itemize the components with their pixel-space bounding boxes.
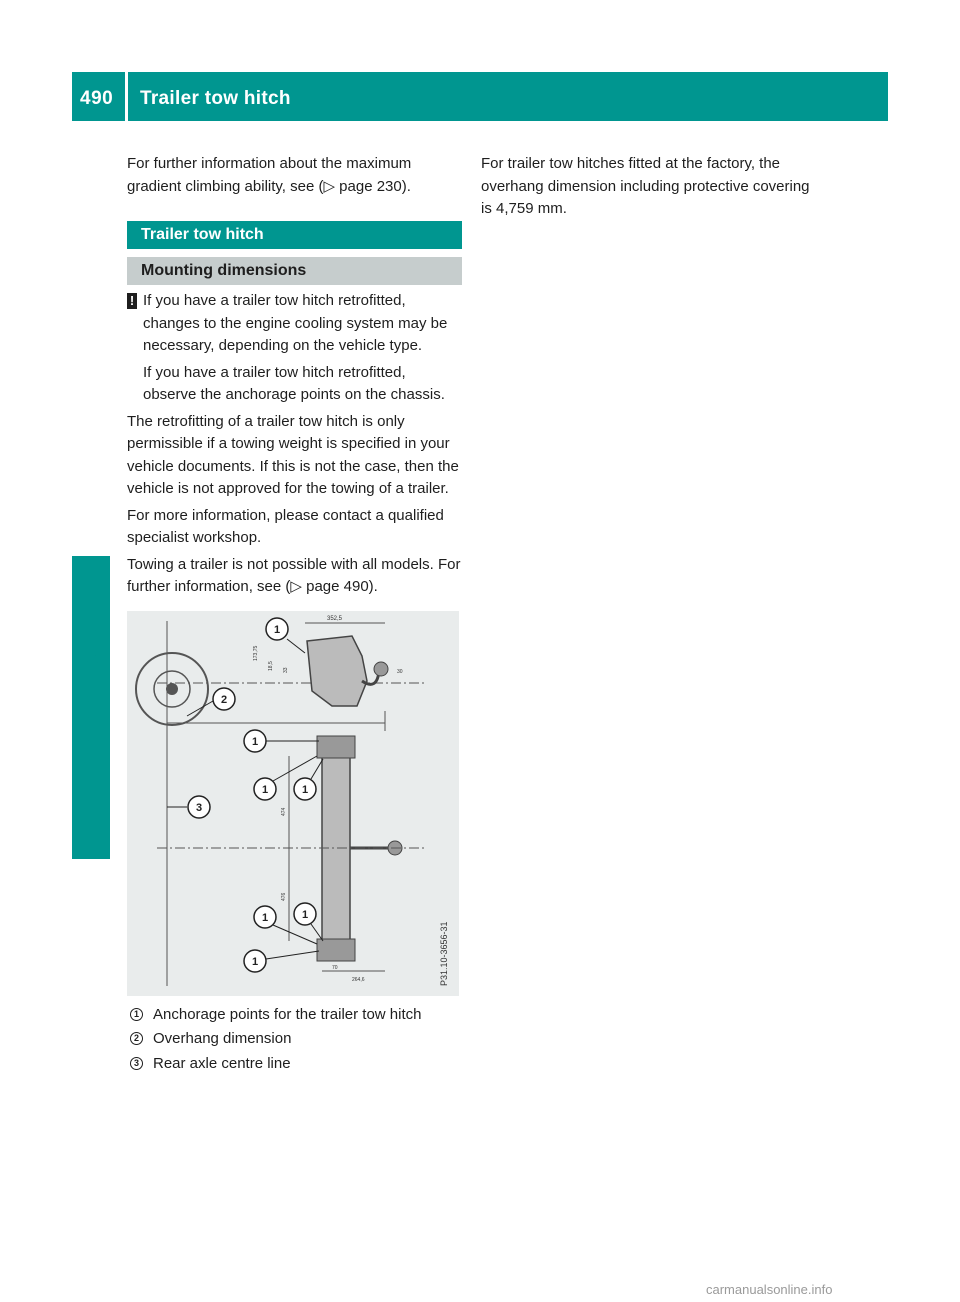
dim-top-label: 352,5 (327, 615, 343, 622)
mounting-diagram (127, 611, 459, 996)
side-tab-label: Technical data (78, 624, 103, 776)
body-paragraph-2: For more information, please contact a qualified specialist workshop. (127, 506, 444, 546)
svg-text:1: 1 (301, 783, 309, 796)
body-paragraph-1: The retrofitting of a trailer tow hitch is only permissible if a towing weight is specified in your vehicle documents. If this is not the case, then the vehicle is not approved for the towing of a trailer. (127, 412, 459, 497)
sub-heading: Mounting dimensions (127, 257, 462, 285)
callout-1-lower-mount (244, 950, 319, 972)
dim-b1-label: 70 (332, 964, 338, 971)
legend-item (127, 1004, 462, 1027)
callout-1-pair-lower-b (294, 903, 323, 941)
legend-item (127, 1053, 462, 1076)
header-divider (125, 72, 128, 121)
dim-b2-label: 264,6 (352, 976, 365, 983)
legend-number: 3 (130, 1057, 143, 1070)
left-column (127, 153, 462, 1077)
hitch-side-view (307, 636, 367, 706)
callout-1-upper-mount (244, 730, 319, 752)
svg-text:1: 1 (251, 735, 259, 748)
section-heading: Trailer tow hitch (127, 221, 462, 249)
callout-1-pair-upper-b (294, 759, 323, 800)
warning-text-2: If you have a trailer tow hitch retrofitted, observe the anchorage points on the chassis. (143, 363, 445, 403)
dim-v1-label: 173,75 (253, 645, 259, 661)
dim-low-label: 476 (281, 892, 287, 901)
tow-ball (374, 662, 388, 676)
svg-text:1: 1 (301, 908, 309, 921)
callout-1-top (266, 618, 305, 653)
svg-text:1: 1 (261, 911, 269, 924)
svg-text:1: 1 (261, 783, 269, 796)
factory-hitch-paragraph: For trailer tow hitches fitted at the factory, the overhang dimension including protective covering is 4,759 mm. (481, 155, 810, 217)
warning-icon: ! (127, 293, 137, 309)
dim-mid-label: 474 (281, 807, 287, 816)
svg-text:1: 1 (273, 623, 281, 636)
callout-2 (187, 688, 235, 716)
legend-number: 1 (130, 1008, 143, 1021)
svg-text:1: 1 (251, 955, 259, 968)
legend-item (127, 1028, 462, 1051)
svg-text:2: 2 (220, 693, 228, 706)
wheel-center (166, 683, 178, 695)
callout-3 (167, 796, 210, 818)
dim-v2-label: 18,5 (268, 660, 274, 671)
legend-number: 2 (130, 1032, 143, 1045)
legend-text: Overhang dimension (153, 1030, 292, 1047)
dim-v3-label: 33 (283, 666, 289, 673)
legend-text: Rear axle centre line (153, 1054, 291, 1072)
svg-text:3: 3 (195, 801, 203, 814)
body-paragraph-3: Towing a trailer is not possible with all models. For further information, see (▷ page 490). (127, 555, 461, 595)
legend-text: Anchorage points for the trailer tow hitch (153, 1005, 422, 1023)
warning-block (127, 290, 462, 407)
hitch-upper-mount (317, 736, 355, 758)
dim-v4-label: 30 (397, 668, 403, 675)
header-title: Trailer tow hitch (140, 88, 291, 109)
warning-text-1: If you have a trailer tow hitch retrofitted, changes to the engine cooling system may be necessary, depending on the vehicle type. (143, 292, 448, 354)
right-column (481, 153, 816, 225)
hitch-lower-mount (317, 939, 355, 961)
footer-watermark: carmanualsonline.info (706, 1282, 833, 1297)
intro-paragraph: For further information about the maximum gradient climbing ability, see (▷ page 230). (127, 155, 412, 195)
drawing-code: P31.10-3656-31 (439, 920, 449, 986)
mounting-diagram-svg (127, 611, 459, 996)
page-number: 490 (80, 88, 114, 109)
